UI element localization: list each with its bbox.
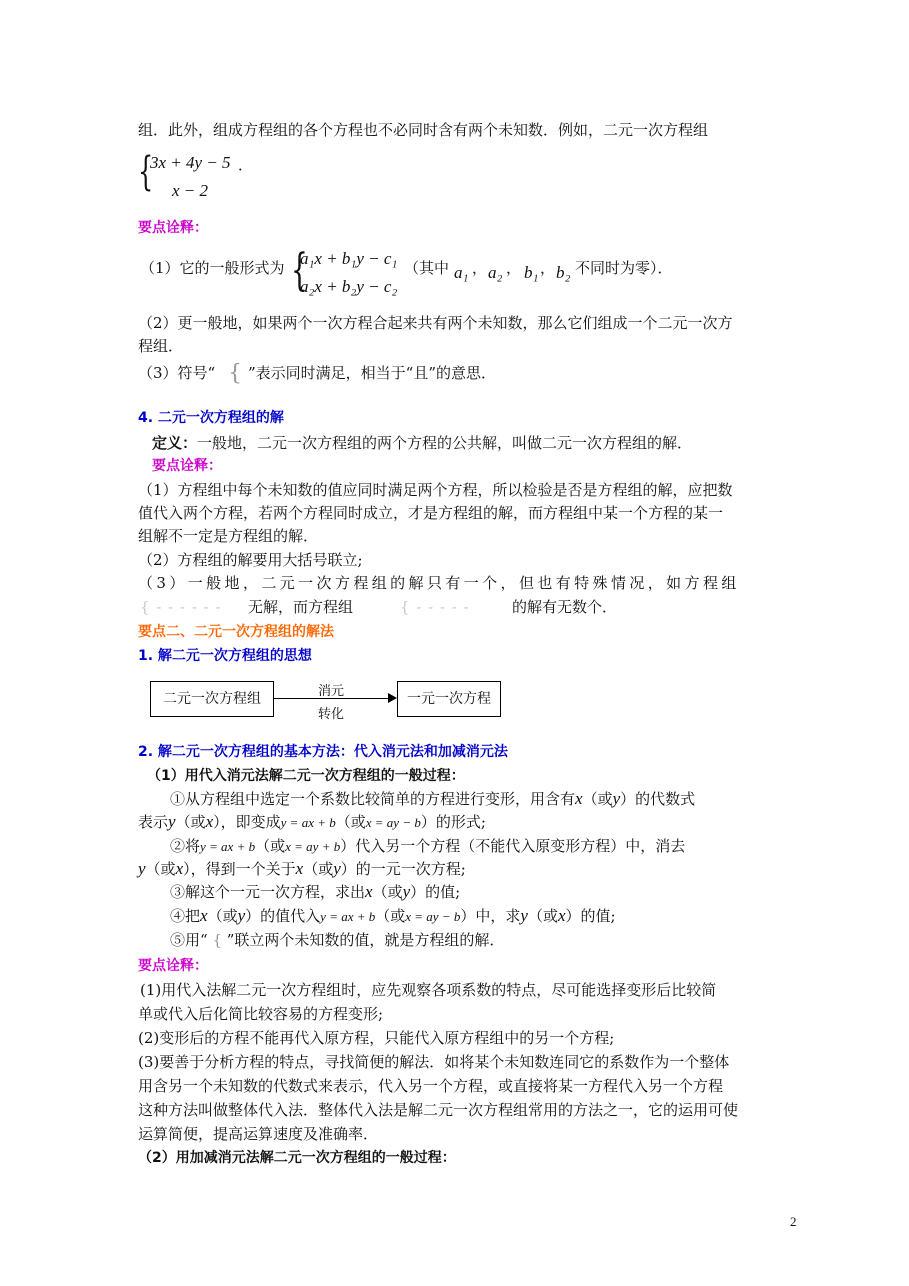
faint-equation: { ‑ ‑ ‑ ‑ ‑ xyxy=(400,598,470,616)
definition-text: 一般地，二元一次方程组的两个方程的公共解，叫做二元一次方程组的解． xyxy=(197,434,693,452)
note-line: （2）方程组的解要用大括号联立; xyxy=(138,551,363,569)
note-line: (2)变形后的方程不能再代入原方程，只能代入原方程组中的另一个方程; xyxy=(138,1029,615,1047)
punct: ， xyxy=(506,259,522,277)
step-line: ④把x（或y）的值代入y = ax + b（或x = ay − b）中，求y（或x）的值; xyxy=(170,906,616,925)
equation-line: 3x + 4y − 5 xyxy=(150,153,231,172)
brace-symbol: { xyxy=(207,931,227,949)
keypoint-title: 要点二、二元一次方程组的解法 xyxy=(138,624,334,640)
diagram-box-right: 一元一次方程 xyxy=(397,681,501,717)
punct: ， xyxy=(540,259,556,277)
equation-line: a₂x + b₂y − c₂ xyxy=(300,277,398,296)
definition xyxy=(152,432,692,454)
equation-line: x − 2 xyxy=(172,181,209,200)
note-line: （3）符号“ xyxy=(138,364,216,382)
punct: ． xyxy=(238,156,254,174)
note-text: （其中 xyxy=(404,259,450,277)
equation-line: a₁x + b₁y − c₁ xyxy=(300,249,398,268)
page-number: 2 xyxy=(790,1214,797,1229)
note-line: 这种方法叫做整体代入法．整体代入法是解二元一次方程组常用的方法之一，它的运用可使 xyxy=(138,1101,739,1119)
math-var: b₂ xyxy=(556,263,571,282)
step-line: ③解这个一元一次方程，求出x（或y）的值; xyxy=(170,882,461,901)
note-line: 单或代入后化简比较容易的方程变形; xyxy=(138,1005,384,1023)
note-text: 不同时为零）． xyxy=(575,259,673,277)
punct: ， xyxy=(472,259,488,277)
note-line: （1）它的一般形式为 xyxy=(140,259,285,277)
definition-label: 定义： xyxy=(152,434,198,452)
note-line: 用含另一个未知数的代数式来表示，代入另一个方程，或直接将某一方程代入另一个方程 xyxy=(138,1077,724,1095)
step-line: ②将y = ax + b（或x = ay + b）代入另一个方程（不能代入原变形方程）中，消去 xyxy=(170,837,686,855)
note-line: 运算简便，提高运算速度及准确率． xyxy=(138,1125,379,1143)
section-heading: 要点诠释： xyxy=(138,220,208,236)
note-line: 的解有无数个． xyxy=(512,598,618,616)
section-heading: 要点诠释： xyxy=(152,458,222,474)
note-line: （3）一般地，二元一次方程组的解只有一个，但也有特殊情况，如方程组 xyxy=(138,574,740,592)
note-line: （2）更一般地，如果两个一次方程合起来共有两个未知数，那么它们组成一个二元一次方 xyxy=(138,314,733,332)
note-line: （1）方程组中每个未知数的值应同时满足两个方程，所以检验是否是方程组的解，应把数 xyxy=(138,481,733,499)
section-title: 4. 二元一次方程组的解 xyxy=(138,410,284,426)
step-line: ①从方程组中选定一个系数比较简单的方程进行变形，用含有x（或y）的代数式 xyxy=(170,789,696,808)
step-line: y（或x），得到一个关于x（或y）的一元一次方程; xyxy=(138,859,466,878)
left-brace: { xyxy=(138,149,154,195)
diagram-label-top: 消元 xyxy=(318,684,345,699)
step-line: ⑤用“ { ”联立两个未知数的值，就是方程组的解． xyxy=(170,931,505,949)
section-heading: 要点诠释： xyxy=(138,958,208,974)
note-line: 无解，而方程组 xyxy=(248,598,354,616)
brace-symbol: { xyxy=(228,361,242,386)
section-title: 1. 解二元一次方程组的思想 xyxy=(138,648,312,664)
note-line: (3)要善于分析方程的特点，寻找简便的解法．如将某个未知数连同它的系数作为一个整体 xyxy=(138,1053,730,1071)
paragraph-line: 组．此外，组成方程组的各个方程也不必同时含有两个未知数．例如，二元一次方程组 xyxy=(138,121,709,139)
faint-equation: { ‑ ‑ ‑ ‑ ‑ ‑ xyxy=(140,598,222,616)
left-brace: { xyxy=(291,245,308,296)
note-line: (1)用代入法解二元一次方程组时，应先观察各项系数的特点，尽可能选择变形后比较简 xyxy=(140,981,717,999)
arrow-right-icon xyxy=(388,693,397,703)
diagram-label-bottom: 转化 xyxy=(318,707,345,722)
step-title: （2）用加减消元法解二元一次方程组的一般过程： xyxy=(138,1150,456,1166)
section-title: 2. 解二元一次方程组的基本方法：代入消元法和加减消元法 xyxy=(138,744,508,760)
note-line: 程组． xyxy=(138,337,184,355)
note-line: ”表示同时满足，相当于“且”的意思． xyxy=(248,364,497,382)
note-line: 值代入两个方程，若两个方程同时成立，才是方程组的解，而方程组中某一个方程的某一 xyxy=(138,504,724,522)
math-var: a₂ xyxy=(488,263,503,282)
math-var: a₁ xyxy=(454,263,469,282)
note-line: 组解不一定是方程组的解． xyxy=(138,527,319,545)
step-line: 表示y（或x），即变成y = ax + b（或x = ay − b）的形式; xyxy=(138,812,486,831)
diagram-box-left: 二元一次方程组 xyxy=(150,681,274,717)
step-title: （1）用代入消元法解二元一次方程组的一般过程： xyxy=(147,768,465,784)
math-var: b₁ xyxy=(524,263,539,282)
